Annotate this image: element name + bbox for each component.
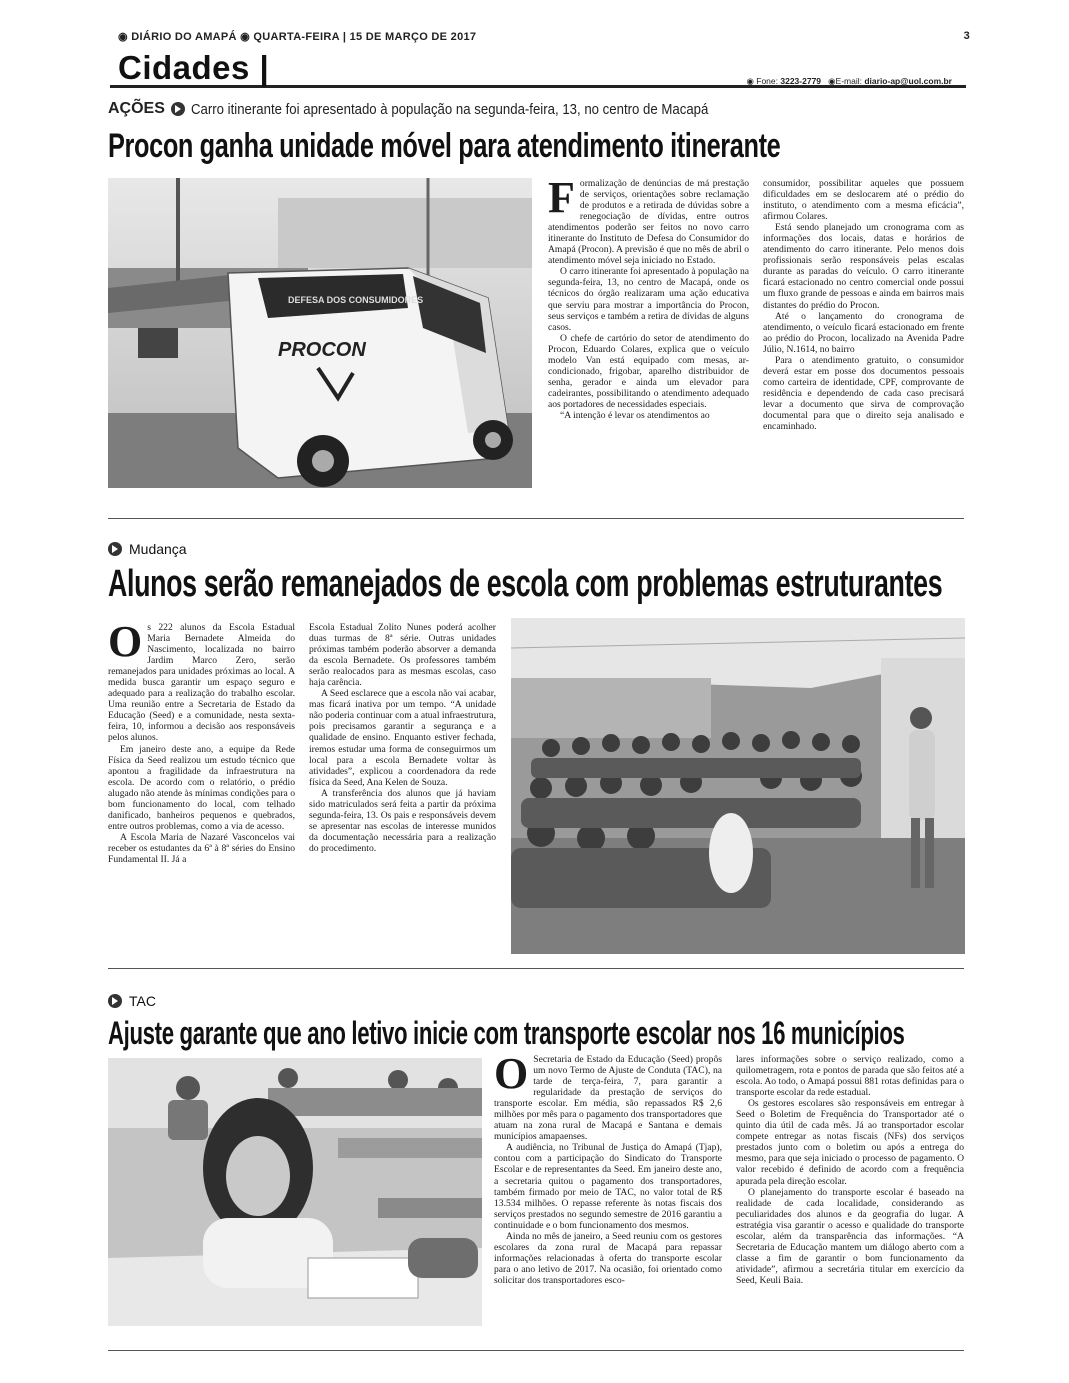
- van-banner-text: DEFESA DOS CONSUMIDORES: [288, 295, 424, 305]
- article3-headline: Ajuste garante que ano letivo inicie com transporte escolar nos 16 municípios: [108, 1015, 905, 1051]
- paragraph: Até o lançamento do cronograma de atendimento, o veículo ficará estacionado em frente ao prédio do Procon, localizado na Avenida Padre Júlio, N.1614, no bairro: [763, 310, 964, 355]
- paragraph: Em janeiro deste ano, a equipe da Rede Física da Seed realizou um estudo técnico que apontou a fragilidade da infraestrutura na escola. De acordo com o relatório, o prédio alugado não atende às mínimas condições para o bom funcionamento do local, com telhado danificado, banheiros pequenos e quebrados, entre outros problemas, como a via de acesso.: [108, 743, 295, 832]
- paragraph: s 222 alunos da Escola Estadual Maria Bernadete Almeida do Nascimento, localizada no bairro Jardim Marco Zero, serão remanejados para unidades próximas ao local. A medida busca garantir um espaço seguro e adequado para a realização do trabalho escolar. Uma reunião entre a Secretaria de Estado da Educação (Seed) e a comunidade, nesta sexta-feira, 10, informou a decisão aos responsáveis pelos alunos.: [108, 622, 295, 744]
- paragraph: A audiência, no Tribunal de Justiça do Amapá (Tjap), contou com a participação do Sindicato do Transporte Escolar e de representantes da Seed. Em janeiro deste ano, a secretaria quitou o pagamento dos transportadores, também firmado por meio de TAC, no valor total de R$ 13.534 milhões. O repasse referente às notas fiscais dos serviços prestados no segundo semestre de 2016 garantiu a continuidade e o bom funcionamento dos mesmos.: [494, 1142, 722, 1231]
- page-number: 3: [963, 30, 970, 42]
- paragraph: A Escola Maria de Nazaré Vasconcelos vai receber os estudantes da 6ª à 8ª séries do Ensino Fundamental II. Já a: [108, 831, 295, 865]
- article1-headline: Procon ganha unidade móvel para atendimento itinerante: [108, 127, 781, 165]
- van-sign-text: PROCON: [278, 339, 366, 361]
- paragraph: A transferência dos alunos que já haviam sido matriculados será feita a partir da próxima segunda-feira, 13. Os pais e responsáveis devem se apresentar nas escolas de interesse munidos da documentação necessária para a realização do procedimento.: [309, 787, 496, 854]
- masthead-line: ◉ DIÁRIO DO AMAPÁ ◉ QUARTA-FEIRA | 15 DE MARÇO DE 2017: [118, 31, 477, 43]
- article2-dropcap: O: [108, 622, 143, 666]
- article3-kicker: [108, 992, 156, 1010]
- paragraph: “A intenção é levar os atendimentos ao: [560, 409, 710, 421]
- student-writing-photo: [108, 1058, 482, 1326]
- article2-column-1: [108, 622, 295, 952]
- article3-body: [494, 1054, 964, 1334]
- article1-dropcap: F: [548, 178, 575, 222]
- article3-column-1: [494, 1054, 722, 1334]
- paragraph: Escola Estadual Zolito Nunes poderá acolher duas turmas de 8ª série. Outras unidades próximas também poderão absorver a demanda da escola Bernadete. Os professores também serão realocados para as mesmas escolas, caso haja carência.: [309, 622, 496, 689]
- page-bottom-rule: [108, 1350, 964, 1351]
- article2-kicker: [108, 540, 187, 558]
- article2-body: [108, 622, 496, 952]
- paragraph: O chefe de cartório do setor de atendimento do Procon, Eduardo Colares, explica que o veículo modelo Van está equipado com mesas, ar-condicionado, frigobar, aparelho distribuidor de senha, gerador e ainda um elevador para cadeirantes, possibilitando o atendimento adequado aos portadores de necessidades especiais.: [548, 332, 749, 410]
- paragraph: O planejamento do transporte escolar é baseado na realidade de cada localidade, considerando as peculiaridades dos alunos e da geografia do lugar. A estratégia visa garantir o acesso e qualidade do transporte escolar, além da transparência das informações. “A Secretaria de Educação mantem um diálogo aberto com a classe a fim de garantir o bom funcionamento da atividade”, afirmou a secretária titular em exercício da Seed, Keuli Baia.: [736, 1186, 964, 1286]
- phone-label: ◉ Fone:: [746, 76, 781, 86]
- email-address: diario-ap@uol.com.br: [864, 76, 952, 86]
- paragraph: A Seed esclarece que a escola não vai acabar, mas ficará inativa por um tempo. “A unidade não poderia continuar com a atual infraestrutura, pois precisamos garantir a segurança e a qualidade de ensino. Enquanto estiver fechada, iremos estudar uma forma de conseguirmos um local para a escola Bernadete voltar às atividades”, explicou a coordenadora da rede física da Seed, Ana Kelen de Souza.: [309, 688, 496, 788]
- article1-column-2: [763, 178, 964, 498]
- paragraph: O carro itinerante foi apresentado à população na segunda-feira, 13, no centro de Macapá, onde os técnicos do órgão realizaram uma ação educativa que serviu para mostrar a importância do Procon, seus serviços e também a retira de dívidas de alguns casos.: [548, 266, 749, 333]
- section-divider: [108, 518, 964, 519]
- article1-column-1: [548, 178, 749, 498]
- paragraph: consumidor, possibilitar aqueles que possuem dificuldades em se deslocarem até o prédio do instituto, o atendimento com a mesma eficácia”, afirmou Colares.: [763, 178, 964, 223]
- contact-info: [746, 76, 952, 87]
- article2-tag: Mudança: [129, 541, 187, 557]
- section-divider: [108, 968, 964, 969]
- paragraph: Está sendo planejado um cronograma com as informações dos locais, datas e horários de atendimento do carro itinerante. Pelo menos dois profissionais serão responsáveis pelas escalas durante as paradas do veículo. O carro itinerante ficará estacionado no centro comercial onde possui um fluxo grande de pessoas e ainda em bairros mais distantes do prédio do Procon.: [763, 222, 964, 311]
- phone-number: 3223-2779: [780, 76, 822, 86]
- article3-dropcap: O: [494, 1054, 529, 1098]
- paragraph: Ainda no mês de janeiro, a Seed reuniu com os gestores escolares da zona rural de Macapá para repassar informações relacionadas à oferta do transporte escolar para o ano letivo de 2017. Na ocasião, foi orientado como solicitar dos transportadores esco-: [494, 1230, 722, 1286]
- paragraph: ormalização de denúncias de má prestação de serviços, orientações sobre reclamação de produtos e a retirada de dúvidas sobre a renegociação de dívidas, entre outros atendimentos poderão ser feitos no novo carro itinerante do Instituto de Defesa do Consumidor do Amapá (Procon). A previsão é que no mês de abril o atendimento móvel seja iniciado no Estado.: [548, 178, 749, 267]
- masthead: [118, 30, 970, 44]
- article2-headline: Alunos serão remanejados de escola com problemas estruturantes: [108, 563, 943, 605]
- paragraph: Os gestores escolares são responsáveis em entregar à Seed o Boletim de Frequência do Transportador até o quinto dia útil de cada mês. Já ao transportador escolar compete entregar as notas fiscais (NFs) dos serviços prestados junto com o boletim ou após a entrega do mesmo, para que seja iniciado o processo de pagamento. O valor recebido é definido de acordo com a frequência apurada pela direção escolar.: [736, 1098, 964, 1187]
- arrow-bullet-icon: [108, 994, 122, 1008]
- section-title: Cidades |: [118, 49, 270, 86]
- article1-tag: AÇÕES: [108, 100, 165, 117]
- arrow-bullet-icon: [108, 542, 122, 556]
- email-label: ◉E-mail:: [828, 76, 865, 86]
- arrow-bullet-icon: [171, 102, 185, 116]
- article1-subhead: Carro itinerante foi apresentado à população na segunda-feira, 13, no centro de Macapá: [190, 100, 709, 118]
- article2-column-2: [309, 622, 496, 952]
- section-bar: [110, 48, 966, 88]
- procon-van-photo: [108, 178, 532, 488]
- paragraph: Para o atendimento gratuito, o consumidor deverá estar em posse dos documentos pessoais como carteira de identidade, CPF, comprovante de residência e dependendo de cada caso precisará levar a documento que sirva de comprovação documental para que o direito seja analisado e encaminhado.: [763, 354, 964, 433]
- article1-kicker: [108, 98, 958, 120]
- article3-tag: TAC: [129, 993, 156, 1009]
- paragraph: Secretaria de Estado da Educação (Seed) propôs um novo Termo de Ajuste de Conduta (TAC), na tarde de terça-feira, 7, para garantir a regularidade da prestação de serviços do transporte escolar. Em média, são repassados R$ 2,6 milhões por mês para o pagamento dos transportadores que atuam na zona rural de Macapá e Santana e demais municípios amapaenses.: [494, 1054, 722, 1143]
- article3-column-2: [736, 1054, 964, 1334]
- school-meeting-photo: [511, 618, 965, 954]
- article1-body: [548, 178, 964, 498]
- paragraph: lares informações sobre o serviço realizado, como a quilometragem, rota e pontos de parada que são feitos até a escola. Ao todo, o Amapá possui 881 rotas definidas para o transporte escolar da rede estadual.: [736, 1054, 964, 1099]
